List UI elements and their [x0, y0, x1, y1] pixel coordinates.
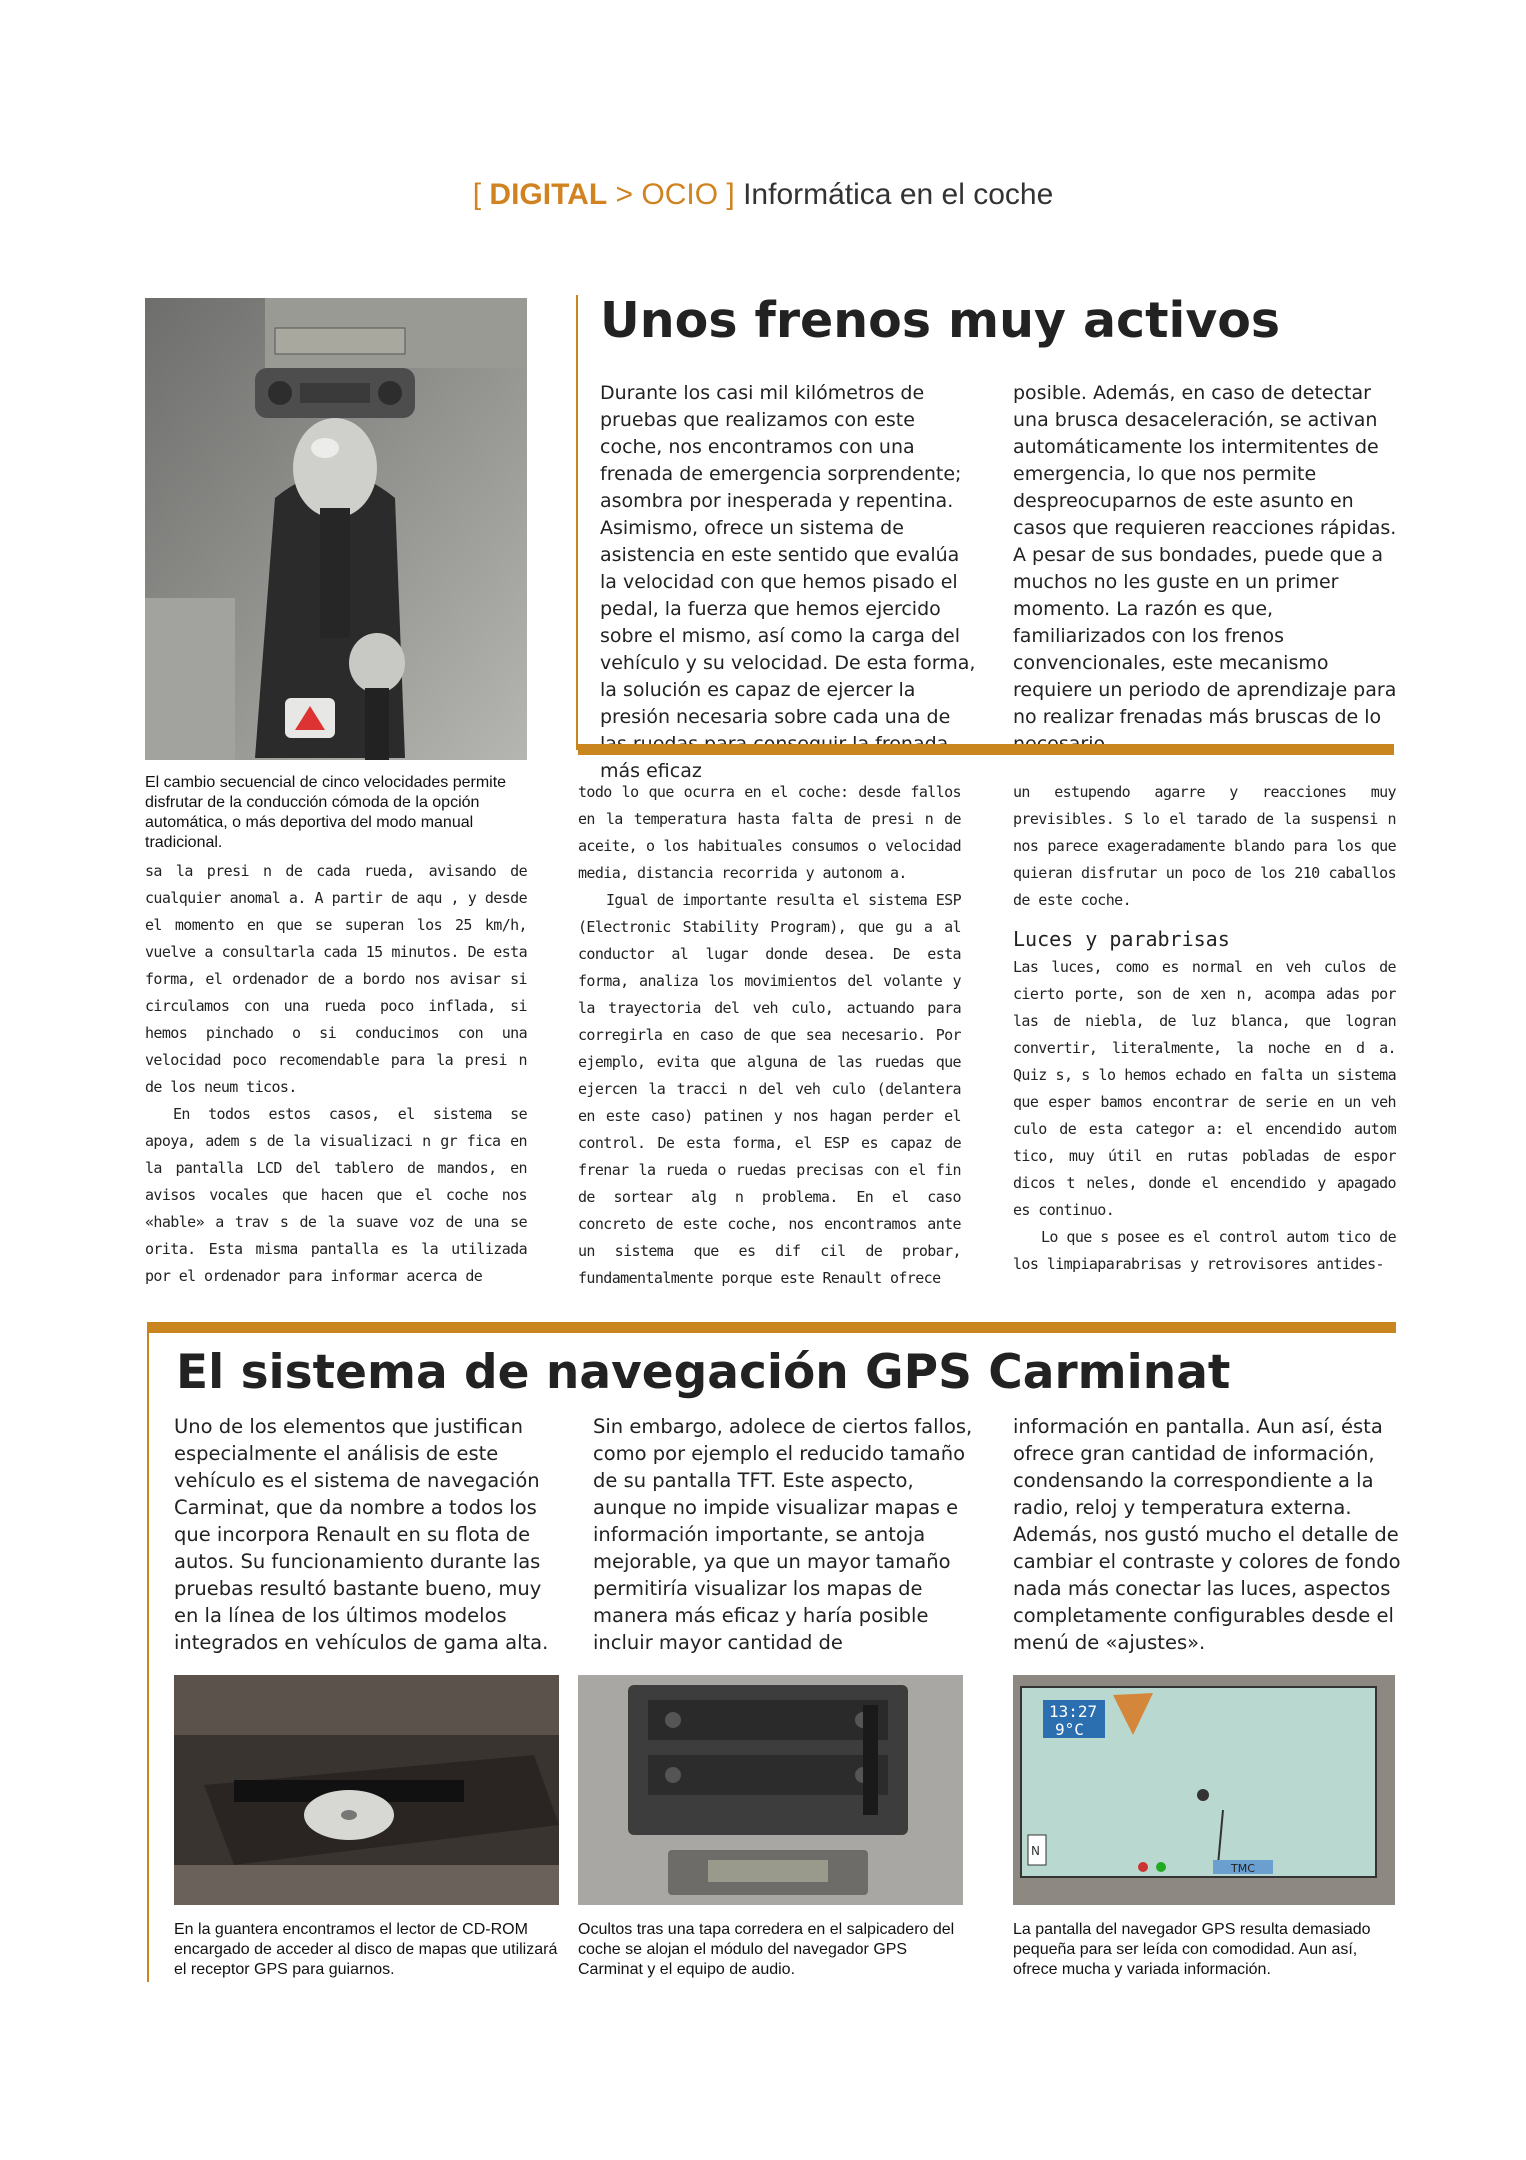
body-col2-p1: todo lo que ocurra en el coche: desde fallos en la temperatura hasta falta de presi n de aceite, o los habituales consumos o velocidad media, distancia recorrida y autonom a.: [578, 783, 961, 882]
article1-intro-col2-p1: posible. Además, en caso de detectar una brusca desaceleración, se activan automáticamente los intermitentes de emergencia, lo que nos permite despreocuparnos de este asunto en casos que requieren reacciones rápidas.: [1013, 382, 1397, 539]
article1-intro-col2-p2: A pesar de sus bondades, puede que a muchos no les guste en un primer momento. La razón es que, familiarizados con los frenos convencionales, este mecanismo requiere un periodo de aprendizaje para no realizar frenadas más bruscas de lo: [1013, 544, 1397, 728]
header-close-bracket: ]: [726, 178, 735, 211]
gps-time: 13:27: [1049, 1702, 1098, 1721]
header-open-bracket: [: [472, 178, 482, 211]
article1-title: Unos frenos muy activos: [600, 292, 1281, 349]
article2-title: El sistema de navegación GPS Carminat: [176, 1345, 1231, 1400]
gps-compass: N: [1031, 1844, 1040, 1858]
caption-dashboard: Ocultos tras una tapa corredera en el salpicadero del coche se alojan el módulo del navegador GPS Carminat y el equipo de audio.: [578, 1921, 955, 1978]
body-col3-p2: Las luces, como es normal en veh culos de cierto porte, son de xen n, acompa adas por las de niebla, de luz blanca, que logran convertir, literalmente, la noche en d a. Quiz s, s lo hemos echado en falta un sistema que esper bamos encontrar de serie en un veh culo de esta categor a: el encendido autom tico, muy útil en rutas pobladas de espor dicos t neles, donde el encendido y apagado es continuo.: [1013, 958, 1396, 1219]
article2-top-rule: [147, 1322, 1396, 1333]
article1-body-col2: [578, 779, 961, 1292]
gear-shift-photo: [145, 298, 527, 760]
subheading-luces: Luces y parabrisas: [1013, 927, 1230, 951]
article2-col3: información en pantalla. Aun así, ésta ofrece gran cantidad de información, condensando la correspondiente a la radio, reloj y temperatura externa. Además, nos gustó mucho el detalle de cambiar el contraste y colores de fondo nada más conectar las luces, aspectos completamente configurables desde el menú de «ajustes».: [1013, 1415, 1401, 1654]
body-col2-p2: Igual de importante resulta el sistema ESP (Electronic Stability Program), que gu a al conductor al lugar donde desea. De esta forma, analiza los movimientos del volante y la trayectoria del veh culo, actuando para corregirla en caso de que sea necesario. Por ejemplo, evita que alguna de las ruedas que ejercen la tracci n del veh culo (delantera en este caso) patinen y nos hagan perder el control. De esta forma, el ESP es capaz de frenar la rueda o ruedas precisas con el fin de sortear alg n problema. En el caso concreto de este coche, nos encontramos ante un sistema que es dif cil de probar, fundamentalmente porque este Renault ofrece: [578, 891, 961, 1287]
gps-temp: 9°C: [1055, 1720, 1084, 1739]
header-subsection: OCIO: [641, 178, 719, 211]
gps-screen-photo: [1013, 1675, 1395, 1905]
article2-col1: Uno de los elementos que justifican especialmente el análisis de este vehículo es el sistema de navegación Carminat, que da nombre a todos los que incorpora Renault en su flota de autos. Su funcionamiento durante las pruebas resultó bastante bueno, muy en la línea de los últimos modelos integrados en vehículos de gama alta.: [174, 1415, 549, 1654]
gps-screen-illustration: [1013, 1675, 1395, 1905]
dashboard-illustration: [578, 1675, 963, 1905]
title-rule: [576, 295, 578, 750]
article2-left-rule: [147, 1322, 149, 1982]
gps-tmc: TMC: [1231, 1862, 1255, 1875]
body-col1-p1: sa la presi n de cada rueda, avisando de cualquier anomal a. A partir de aqu , y desde el momento en que se superan los 25 km/h, vuelve a consultarla cada 15 minutos. De esta forma, el ordenador de a bordo nos avisar si circulamos con una rueda poco inflada, si hemos pinchado o si conducimos con una velocidad poco recomendable para la presi n de los neum ticos.: [145, 862, 527, 1096]
article1-body-col3: [1013, 779, 1396, 1278]
article1-body-col1: [145, 858, 527, 1290]
header-section: DIGITAL: [489, 178, 608, 211]
glovebox-cd-photo: [174, 1675, 559, 1905]
body-col1-p2: En todos estos casos, el sistema se apoya, adem s de la visualizaci n gr fica en la pantalla LCD del tablero de mandos, en avisos vocales que hacen que el coche nos «hable» a trav s de la suave voz de una se orita. Esta misma pantalla es la utilizada por el ordenador para informar acerca de: [145, 1105, 527, 1285]
gear-shift-illustration: [145, 298, 527, 760]
article1-intro-col2: [1013, 380, 1403, 758]
header-title: Informática en el coche: [743, 178, 1054, 211]
caption-gps-screen: La pantalla del navegador GPS resulta demasiado pequeña para ser leída con comodidad. Aun así, ofrece mucha y variada información.: [1013, 1921, 1371, 1978]
caption-glovebox: En la guantera encontramos el lector de CD-ROM encargado de acceder al disco de mapas que utilizará el receptor GPS para guiarnos.: [174, 1921, 558, 1978]
body-col3-p3: Lo que s posee es el control autom tico de los limpiaparabrisas y retrovisores antides-: [1013, 1228, 1396, 1273]
article1-intro-col1: Durante los casi mil kilómetros de pruebas que realizamos con este coche, nos encontramos con una frenada de emergencia sorprendente; asombra por inesperada y repentina. Asimismo, ofrece un sistema de asistencia en este sentido que evalúa la velocidad con que hemos pisado el pedal, la fuerza que hemos ejercido sobre el mismo, así como la carga del vehículo y su velocidad. De esta forma, la solución es capaz de ejercer la presión necesaria sobre cada una de más eficaz: [600, 382, 976, 782]
photo-caption: El cambio secuencial de cinco velocidades permite disfrutar de la conducción cómoda de la opción automática, o más deportiva del modo manual tradicional.: [145, 774, 507, 851]
section-header: [0, 178, 1526, 212]
article2-col2: Sin embargo, adolece de ciertos fallos, como por ejemplo el reducido tamaño de su pantalla TFT. Este aspecto, aunque no impide visualizar mapas e información importante, se antoja mejorable, ya que un mayor tamaño permitiría visualizar los mapas de manera más eficaz y haría posible incluir mayor cantidad de: [593, 1415, 973, 1654]
body-col3-p1: un estupendo agarre y reacciones muy previsibles. S lo el tarado de la suspensi n nos parece exageradamente blando para los que quieran disfrutar un poco de los 210 caballos de este coche.: [1013, 783, 1396, 909]
dashboard-photo: [578, 1675, 963, 1905]
intro-rule: [578, 744, 1394, 755]
header-separator: >: [615, 178, 634, 211]
glovebox-illustration: [174, 1675, 559, 1905]
